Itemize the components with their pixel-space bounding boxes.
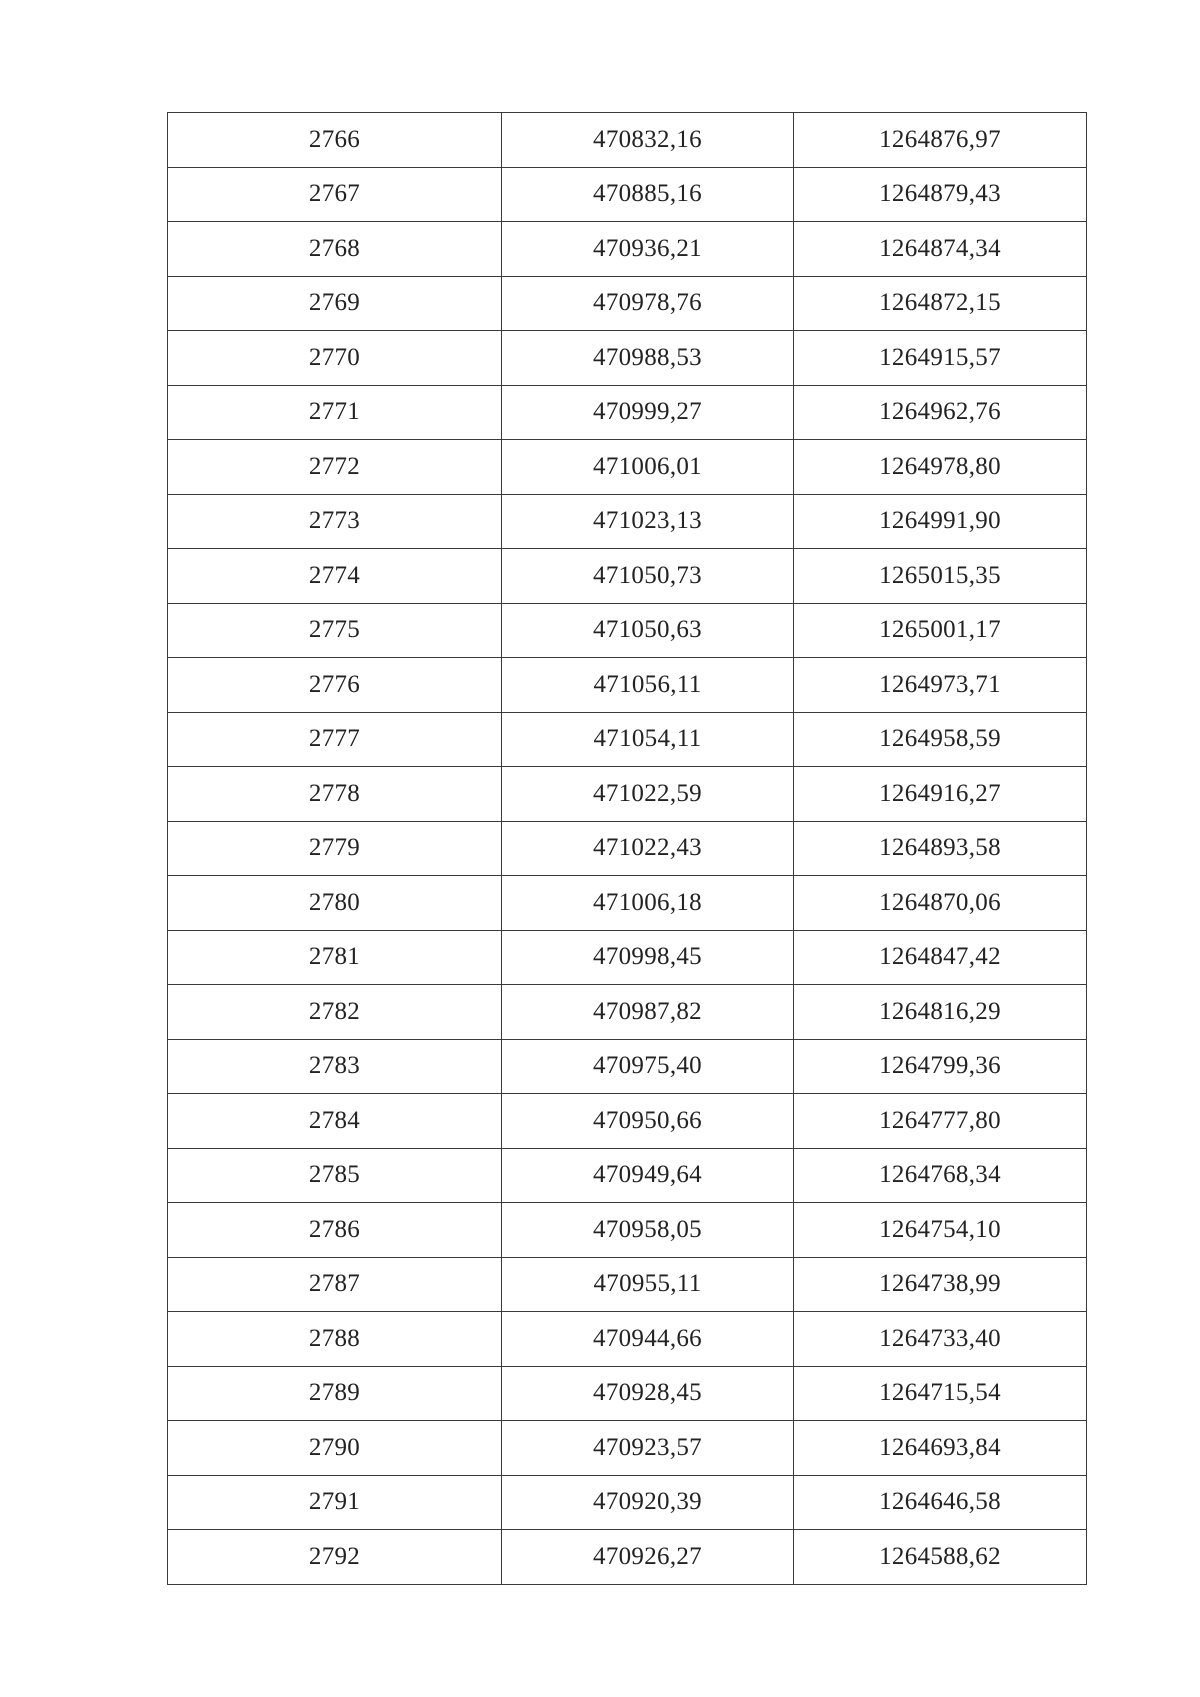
- table-row: [168, 603, 1087, 658]
- x-coordinate-cell: 470885,16: [502, 167, 794, 222]
- y-coordinate-cell: 1264588,62: [794, 1530, 1087, 1585]
- table-row: [168, 876, 1087, 931]
- y-coordinate-cell: 1264646,58: [794, 1475, 1087, 1530]
- y-coordinate-cell: 1264816,29: [794, 985, 1087, 1040]
- point-number-cell: 2792: [168, 1530, 502, 1585]
- point-number-cell: 2790: [168, 1421, 502, 1476]
- y-coordinate-cell: 1264847,42: [794, 930, 1087, 985]
- x-coordinate-cell: 470926,27: [502, 1530, 794, 1585]
- point-number-cell: 2783: [168, 1039, 502, 1094]
- point-number-cell: 2789: [168, 1366, 502, 1421]
- table-row: [168, 1475, 1087, 1530]
- table-row: [168, 1203, 1087, 1258]
- x-coordinate-cell: 471050,63: [502, 603, 794, 658]
- point-number-cell: 2788: [168, 1312, 502, 1367]
- point-number-cell: 2784: [168, 1094, 502, 1149]
- y-coordinate-cell: 1264777,80: [794, 1094, 1087, 1149]
- y-coordinate-cell: 1264991,90: [794, 494, 1087, 549]
- point-number-cell: 2791: [168, 1475, 502, 1530]
- point-number-cell: 2778: [168, 767, 502, 822]
- x-coordinate-cell: 471006,18: [502, 876, 794, 931]
- x-coordinate-cell: 471006,01: [502, 440, 794, 495]
- table-row: [168, 658, 1087, 713]
- x-coordinate-cell: 471022,43: [502, 821, 794, 876]
- table-row: [168, 276, 1087, 331]
- table-row: [168, 549, 1087, 604]
- y-coordinate-cell: 1265015,35: [794, 549, 1087, 604]
- x-coordinate-cell: 470936,21: [502, 222, 794, 277]
- table-row: [168, 1421, 1087, 1476]
- point-number-cell: 2771: [168, 385, 502, 440]
- table-row: [168, 767, 1087, 822]
- table-row: [168, 113, 1087, 168]
- table-row: [168, 1312, 1087, 1367]
- table-row: [168, 1366, 1087, 1421]
- point-number-cell: 2767: [168, 167, 502, 222]
- x-coordinate-cell: 470958,05: [502, 1203, 794, 1258]
- table-row: [168, 930, 1087, 985]
- y-coordinate-cell: 1264973,71: [794, 658, 1087, 713]
- table-row: [168, 494, 1087, 549]
- x-coordinate-cell: 470975,40: [502, 1039, 794, 1094]
- coordinates-table-body: [168, 113, 1087, 1585]
- y-coordinate-cell: 1264876,97: [794, 113, 1087, 168]
- x-coordinate-cell: 471050,73: [502, 549, 794, 604]
- y-coordinate-cell: 1265001,17: [794, 603, 1087, 658]
- point-number-cell: 2772: [168, 440, 502, 495]
- table-row: [168, 985, 1087, 1040]
- x-coordinate-cell: 470999,27: [502, 385, 794, 440]
- point-number-cell: 2766: [168, 113, 502, 168]
- x-coordinate-cell: 471022,59: [502, 767, 794, 822]
- point-number-cell: 2776: [168, 658, 502, 713]
- point-number-cell: 2774: [168, 549, 502, 604]
- table-row: [168, 1148, 1087, 1203]
- y-coordinate-cell: 1264916,27: [794, 767, 1087, 822]
- table-row: [168, 331, 1087, 386]
- coordinates-table: [167, 112, 1087, 1585]
- y-coordinate-cell: 1264978,80: [794, 440, 1087, 495]
- point-number-cell: 2775: [168, 603, 502, 658]
- point-number-cell: 2787: [168, 1257, 502, 1312]
- y-coordinate-cell: 1264768,34: [794, 1148, 1087, 1203]
- x-coordinate-cell: 470998,45: [502, 930, 794, 985]
- x-coordinate-cell: 470949,64: [502, 1148, 794, 1203]
- y-coordinate-cell: 1264738,99: [794, 1257, 1087, 1312]
- x-coordinate-cell: 471023,13: [502, 494, 794, 549]
- point-number-cell: 2782: [168, 985, 502, 1040]
- table-row: [168, 167, 1087, 222]
- table-row: [168, 1530, 1087, 1585]
- y-coordinate-cell: 1264915,57: [794, 331, 1087, 386]
- point-number-cell: 2768: [168, 222, 502, 277]
- point-number-cell: 2777: [168, 712, 502, 767]
- point-number-cell: 2786: [168, 1203, 502, 1258]
- x-coordinate-cell: 470988,53: [502, 331, 794, 386]
- y-coordinate-cell: 1264893,58: [794, 821, 1087, 876]
- y-coordinate-cell: 1264799,36: [794, 1039, 1087, 1094]
- x-coordinate-cell: 470923,57: [502, 1421, 794, 1476]
- x-coordinate-cell: 470928,45: [502, 1366, 794, 1421]
- table-row: [168, 1257, 1087, 1312]
- point-number-cell: 2769: [168, 276, 502, 331]
- y-coordinate-cell: 1264870,06: [794, 876, 1087, 931]
- point-number-cell: 2785: [168, 1148, 502, 1203]
- x-coordinate-cell: 470832,16: [502, 113, 794, 168]
- table-row: [168, 821, 1087, 876]
- x-coordinate-cell: 470955,11: [502, 1257, 794, 1312]
- y-coordinate-cell: 1264962,76: [794, 385, 1087, 440]
- x-coordinate-cell: 471054,11: [502, 712, 794, 767]
- y-coordinate-cell: 1264958,59: [794, 712, 1087, 767]
- table-row: [168, 385, 1087, 440]
- point-number-cell: 2781: [168, 930, 502, 985]
- y-coordinate-cell: 1264754,10: [794, 1203, 1087, 1258]
- y-coordinate-cell: 1264872,15: [794, 276, 1087, 331]
- y-coordinate-cell: 1264715,54: [794, 1366, 1087, 1421]
- x-coordinate-cell: 470950,66: [502, 1094, 794, 1149]
- y-coordinate-cell: 1264733,40: [794, 1312, 1087, 1367]
- point-number-cell: 2780: [168, 876, 502, 931]
- point-number-cell: 2779: [168, 821, 502, 876]
- point-number-cell: 2770: [168, 331, 502, 386]
- x-coordinate-cell: 470920,39: [502, 1475, 794, 1530]
- y-coordinate-cell: 1264693,84: [794, 1421, 1087, 1476]
- y-coordinate-cell: 1264879,43: [794, 167, 1087, 222]
- x-coordinate-cell: 470944,66: [502, 1312, 794, 1367]
- y-coordinate-cell: 1264874,34: [794, 222, 1087, 277]
- table-row: [168, 1094, 1087, 1149]
- point-number-cell: 2773: [168, 494, 502, 549]
- table-row: [168, 222, 1087, 277]
- table-row: [168, 712, 1087, 767]
- x-coordinate-cell: 470978,76: [502, 276, 794, 331]
- x-coordinate-cell: 471056,11: [502, 658, 794, 713]
- table-row: [168, 1039, 1087, 1094]
- x-coordinate-cell: 470987,82: [502, 985, 794, 1040]
- table-row: [168, 440, 1087, 495]
